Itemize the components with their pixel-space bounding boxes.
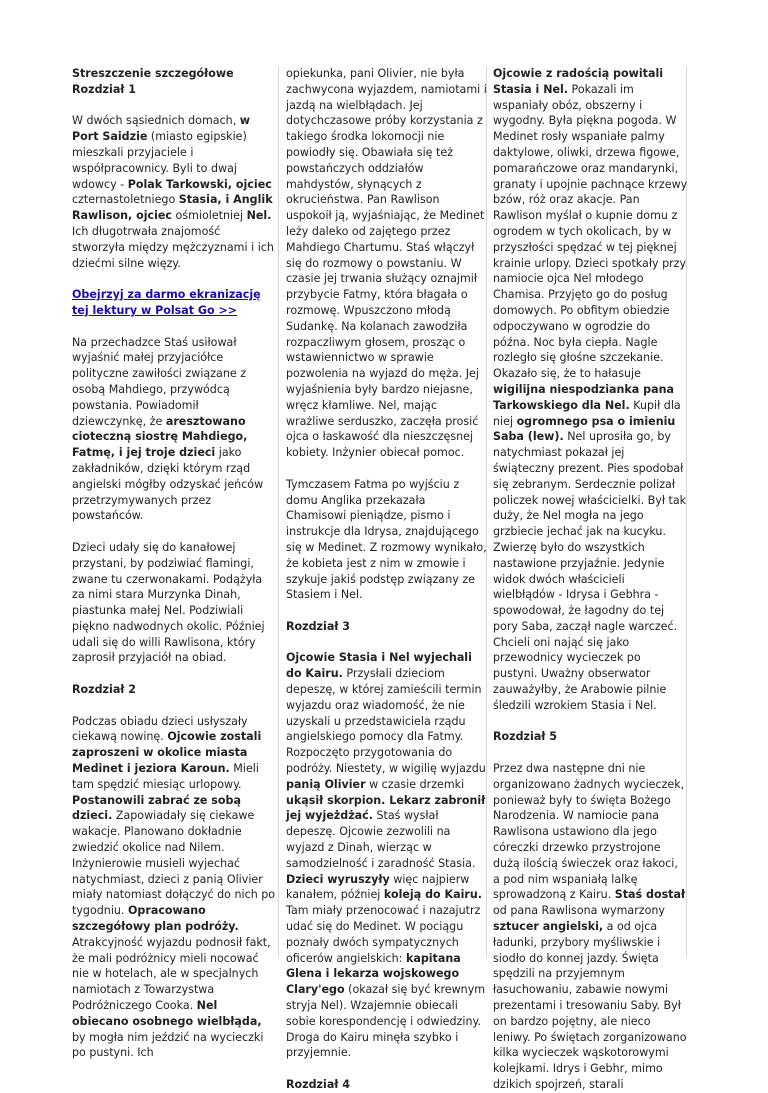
chapter-1-paragraph: W dwóch sąsiednich domach, w Port Saidzie (miasto egipskie) mieszkali przyjaciele i współpracownicy. Byli to dwaj wdowcy - Polak Tarkowski, ojciec czternastoletniego Stasia, i Anglik Rawlison, ojciec ośmioletniej Nel. Ich długotrwała znajomość stworzyła między mężczyznami i ich dziećmi silne więzy. [72,114,274,270]
chapter-5-paragraph: Przez dwa następne dni nie organizowano żadnych wycieczek, ponieważ były to święta Bożego Narodzenia. W namiocie pana Rawlisona ustawiono dla jego córeczki drzewko przystrojone dużą ilością świeczek oraz łakoci, a pod nim wspaniałą lalkę sprowadzoną z Kairu. Staś dostał od pana Rawlisona wymarzony sztucer angielski, a od ojca ładunki, przybory myśliwskie i siodło do konnej jazdy. Święta spędzili na przyjemnym łasuchowaniu, zabawie nowymi prezentami i tresowaniu Saby. Był on bardzo pojętny, ale nieco leniwy. Po świętach zorganizowano kilka wycieczek wąskotorowymi kolejkami. Idrys i Gebhr, mimo dzikich spojrzeń, starali [493,762,687,1091]
column-3 [490,66,688,1091]
column-divider [278,66,279,956]
canal-paragraph: Dzieci udały się do kanałowej przystani, by podziwiać flamingi, zwane tu czerwonakami. Podążyła za nimi stara Murzynka Dinah, piastunka małej Nel. Podziwiali piękno nadwodnych okolic. Później udali się do willi Rawlisona, który zaprosił przyjaciół na obiad. [72,540,265,665]
chapter-4-paragraph: Ojcowie z radością powitali Stasia i Nel. Pokazali im wspaniały obóz, obszerny i wygodny. Była piękna pogoda. W Medinet rosły wspaniałe palmy daktylowe, oliwki, drzewa figowe, pomarańczowe oraz mandarynki, granaty i upojnie pachnące krzewy bzów, róż oraz akacje. Pan Rawlison myślał o kupnie domu z ogrodem w tych okolicach, by w przyszłości spędzać w tej pięknej krainie urlopy. Dzieci spotkały przy namiocie ojca Nel młodego Chamisa. Przyjęto go do posług domowych. Po obfitym obiedzie odpoczywano w ogrodzie do późna. Noc była ciepła. Nagle rozległo się głośne szczekanie. Okazało się, że to hałasuje wigilijna niespodzianka pana Tarkowskiego dla Nel. Kupił dla niej ogromnego psa o imieniu Saba (lew). Nel uprosiła go, by natychmiast pokazał jej świąteczny prezent. Pies spodobał się zebranym. Serdecznie polizał policzek nowej właścicielki. Był tak duży, że Nel mogła na jego grzbiecie jechać jak na kucyku. Zwierzę było do wszystkich nastawione przyjaźnie. Jedynie widok dwóch właścicieli wielbłądów - Idrysa i Gebhra - spowodował, że łagodny do tej pory Saba, zaczął nagle warczeć. Chcieli oni nająć się jako przewodnicy wycieczek po pustyni. Uważny obserwator zauważyłby, że Arabowie pilnie śledzili wzrokiem Stasia i Nel. [493,67,688,712]
chapter-4-heading: Rozdział 4 [286,1078,351,1091]
chapter-1-heading: Rozdział 1 [72,82,137,96]
column-1 [72,66,276,1060]
chapter-3-paragraph: Ojcowie Stasia i Nel wyjechali do Kairu. Przysłali dzieciom depeszę, w której zamieścili termin wyjazdu oraz wiadomość, że nie uzyskali u przedstawiciela rządu angielskiego pomocy dla Fatmy. Rozpoczęto przygotowania do podróży. Niestety, w wigilię wyjazdu panią Olivier w czasie drzemki ukąsił skorpion. Lekarz zabronił jej wyjeżdżać. Staś wysłał depeszę. Ojcowie zezwolili na wyjazd z Dinah, wierząc w samodzielność i zaradność Stasia. Dzieci wyruszyły więc najpierw kanałem, później koleją do Kairu. Tam miały przenocować i nazajutrz udać się do Medinet. W pociągu poznały dwóch sympatycznych oficerów angielskich: kapitana Glena i lekarza wojskowego Clary'ego (okazał się być krewnym stryja Nel). Wzajemnie obiecali sobie korespondencję i odwiedziny. Droga do Kairu minęła szybko i przyjemnie. [286,651,486,1060]
document-page [72,66,688,1091]
summary-heading: Streszczenie szczegółowe [72,67,234,80]
chapter-2-paragraph: Podczas obiadu dzieci usłyszały ciekawą nowinę. Ojcowie zostali zaproszeni w okolice miasta Medinet i jeziora Karoun. Mieli tam spędzić miesiąc urlopowy. Postanowili zabrać ze sobą dzieci. Zapowiadały się ciekawe wakacje. Planowano dokładnie zwiedzić okolice nad Nilem. Inżynierowie musieli wyjechać natychmiast, dzieci z panią Olivier miały natomiast dołączyć do nich po tygodniu. Opracowano szczegółowy plan podróży. Atrakcyjność wyjazdu podnosił fakt, że mali podróżnicy mieli nocować nie w hotelach, ale w specjalnych namiotach z Towarzystwa Podróżniczego Cooka. Nel obiecano osobnego wielbłąda, by mogła nim jeździć na wycieczki po pustyni. Ich [72,714,276,1060]
fatma-paragraph: Tymczasem Fatma po wyjściu z domu Anglika przekazała Chamisowi pieniądze, pismo i instrukcje dla Idrysa, znajdującego się w Medinet. Z rozmowy wynikało, że kobieta jest z nim w zmowie i szykuje jakiś podstęp związany ze Stasiem i Nel. [286,477,487,602]
olivier-paragraph: opiekunka, pani Olivier, nie była zachwycona wyjazdem, namiotami i jazdą na wielbłądach. Jej dotychczasowe próby korzystania z takiego środka lokomocji nie powiodły się. Obawiała się też powstańczych oddziałów mahdystów, słynących z okrucieństwa. Pan Rawlison uspokoił ją, wyjaśniając, że Medinet leży daleko od zajętego przez Mahdiego Chartumu. Staś włączył się do rozmowy o powstaniu. W czasie jej trwania służący oznajmił przybycie Fatmy, która błagała o rozmowę. Wpuszczono młodą Sudankę. Na kolanach zawodziła rozpaczliwym głosem, prosząc o wstawiennictwo w sprawie pozwolenia na wyjazd do męża. Jej wyjaśnienia były bardzo niejasne, wręcz kłamliwe. Nel, mając wrażliwe serduszko, zaczęła prosić ojca o łaskawość dla nieszczęsnej kobiety. Inżynier obiecał pomoc. [286,67,487,460]
chapter-5-heading: Rozdział 5 [493,730,558,744]
chapter-2-heading: Rozdział 2 [72,683,137,697]
watch-adaptation-link[interactable]: Obejrzyj za darmo ekranizację tej lektury w Polsat Go >> [72,288,261,317]
chapter-3-heading: Rozdział 3 [286,619,351,633]
column-2 [283,66,487,1091]
walk-paragraph: Na przechadzce Staś usiłował wyjaśnić małej przyjaciółce polityczne zawiłości związane z osobą Mahdiego, przywódcą powstania. Powiadomił dziewczynkę, że aresztowano cioteczną siostrę Mahdiego, Fatmę, i jej troje dzieci jako zakładników, dzięki którym rząd angielski mógłby odzyskać jeńców przetrzymywanych przez powstańców. [72,335,264,523]
